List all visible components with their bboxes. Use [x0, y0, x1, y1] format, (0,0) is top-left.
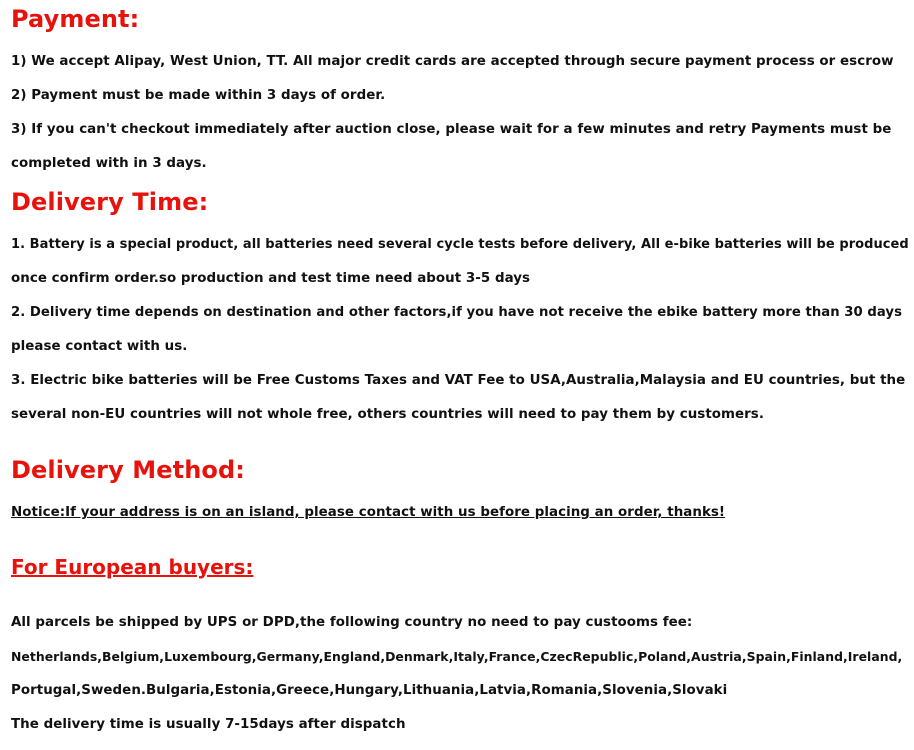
delivery-time-line-5: 3. Electric bike batteries will be Free Customs Taxes and VAT Fee to USA,Australia,Malaysia and EU countries, but the	[11, 373, 906, 388]
delivery-method-heading: Delivery Method:	[11, 456, 245, 484]
delivery-time-line-4: please contact with us.	[11, 339, 188, 354]
payment-line-4: completed with in 3 days.	[11, 156, 207, 171]
country-list-line-2: Portugal,Sweden.Bulgaria,Estonia,Greece,Hungary,Lithuania,Latvia,Romania,Slovenia,Slovaki	[11, 683, 728, 698]
european-buyers-heading: For European buyers:	[11, 555, 254, 579]
delivery-time-line-2: once confirm order.so production and test time need about 3-5 days	[11, 271, 531, 286]
payment-heading: Payment:	[11, 5, 140, 33]
country-list-line-1: Netherlands,Belgium,Luxembourg,Germany,England,Denmark,Italy,France,CzecRepublic,Poland,Austria,Spain,Finland,Ireland,	[11, 649, 903, 664]
payment-line-2: 2) Payment must be made within 3 days of order.	[11, 88, 386, 103]
payment-line-1: 1) We accept Alipay, West Union, TT. All major credit cards are accepted through secure payment process or escrow	[11, 54, 894, 69]
delivery-time-line-1: 1. Battery is a special product, all batteries need several cycle tests before delivery, All e-bike batteries will be produced	[11, 237, 909, 252]
payment-line-3: 3) If you can't checkout immediately after auction close, please wait for a few minutes and retry Payments must be	[11, 122, 892, 137]
european-line-1: All parcels be shipped by UPS or DPD,the following country no need to pay custooms fee:	[11, 615, 693, 630]
delivery-time-line-3: 2. Delivery time depends on destination and other factors,if you have not receive the ebike battery more than 30 days	[11, 305, 902, 320]
delivery-time-heading: Delivery Time:	[11, 188, 209, 216]
delivery-duration-line: The delivery time is usually 7-15days after dispatch	[11, 717, 406, 732]
delivery-time-line-6: several non-EU countries will not whole free, others countries will need to pay them by customers.	[11, 407, 764, 422]
island-notice: Notice:If your address is on an island, please contact with us before placing an order, thanks!	[11, 505, 726, 520]
